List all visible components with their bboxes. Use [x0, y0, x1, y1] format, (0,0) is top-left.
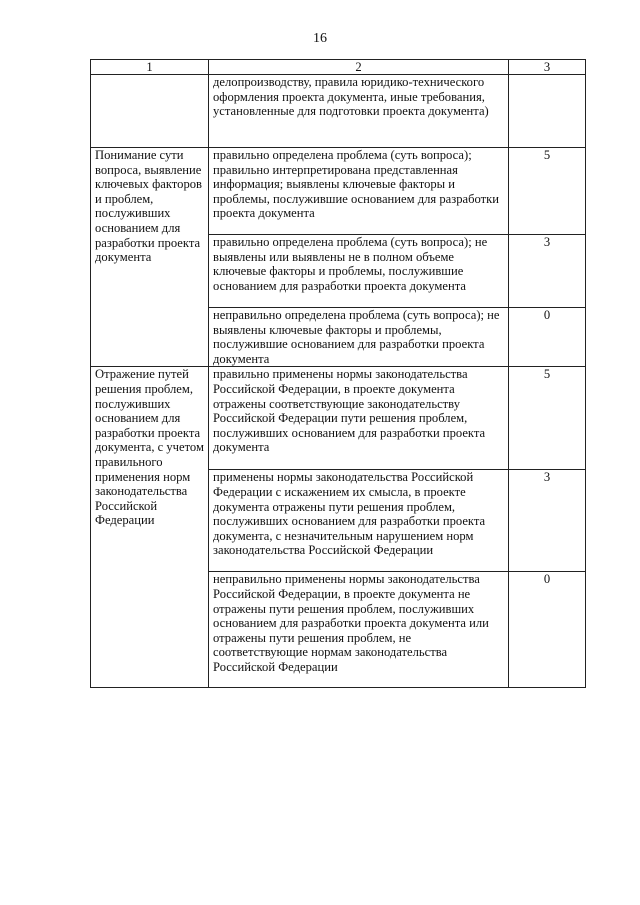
score-cell — [509, 572, 586, 688]
column-header-1: 1 — [91, 60, 209, 75]
description-cell — [209, 367, 509, 470]
description-text: правильно применены нормы законодательства Российской Федерации, в проекте документа отражены соответствующие законодательству Российской Федерации пути решения проблем, послуживших основанием для разработки проекта документа — [213, 367, 486, 455]
score-value: 0 — [543, 572, 551, 587]
description-text: правильно определена проблема (суть вопроса); не выявлены или выявлены не в полном объеме ключевые факторы и проблемы, послужившие основанием для разработки проекта документа — [213, 235, 488, 293]
score-cell — [509, 470, 586, 572]
table-row — [91, 75, 586, 148]
table-row — [91, 367, 586, 470]
description-cell — [209, 75, 509, 148]
table-row — [91, 148, 586, 235]
description-cell — [209, 148, 509, 235]
description-text: применены нормы законодательства Российской Федерации с искажением их смысла, в проекте документа отражены пути решения проблем, послуживших основанием для разработки проекта документа, с незначительным нарушением норм законодательства Российской Федерации — [213, 470, 486, 558]
indicator-cell — [91, 148, 209, 367]
description-cell — [209, 308, 509, 367]
indicator-text: Отражение путей решения проблем, послуживших основанием для разработки проекта документа, с учетом правильного применения норм законодательства Российской Федерации — [95, 367, 204, 528]
score-cell — [509, 148, 586, 235]
description-text: правильно определена проблема (суть вопроса); правильно интерпретирована представленная информация; выявлены ключевые факторы и проблемы, послужившие основанием для разработки проекта документа — [213, 148, 500, 221]
score-value: 5 — [543, 148, 551, 162]
score-value: 0 — [543, 308, 551, 322]
page-number: 16 — [313, 31, 327, 46]
description-text: делопроизводству, правила юридико-технического оформления проекта документа, иные требования, установленные для подготовки проекта документа) — [213, 75, 489, 119]
table-header-row — [91, 60, 586, 75]
score-cell — [509, 308, 586, 367]
score-value: 3 — [543, 470, 551, 485]
description-cell — [209, 572, 509, 688]
criteria-table — [90, 59, 586, 688]
score-cell — [509, 75, 586, 148]
description-text: неправильно применены нормы законодательства Российской Федерации, в проекте документа не отражены пути решения проблем, послуживших основанием для разработки проекта документа или отражены пути решения проблем, не соответствующие нормам законодательства Российской Федерации — [213, 572, 489, 674]
indicator-text: Понимание сути вопроса, выявление ключевых факторов и проблем, послуживших основанием для разработки проекта документа — [95, 148, 202, 265]
indicator-cell-continued — [91, 75, 209, 148]
score-cell — [509, 367, 586, 470]
description-text: неправильно определена проблема (суть вопроса); не выявлены ключевые факторы и проблемы, послужившие основанием для разработки проекта документа — [213, 308, 500, 366]
description-cell — [209, 470, 509, 572]
description-cell — [209, 235, 509, 308]
column-header-3: 3 — [509, 60, 586, 75]
score-cell — [509, 235, 586, 308]
column-header-2: 2 — [209, 60, 509, 75]
indicator-cell — [91, 367, 209, 688]
score-value: 3 — [543, 235, 551, 249]
score-value: 5 — [543, 367, 551, 382]
